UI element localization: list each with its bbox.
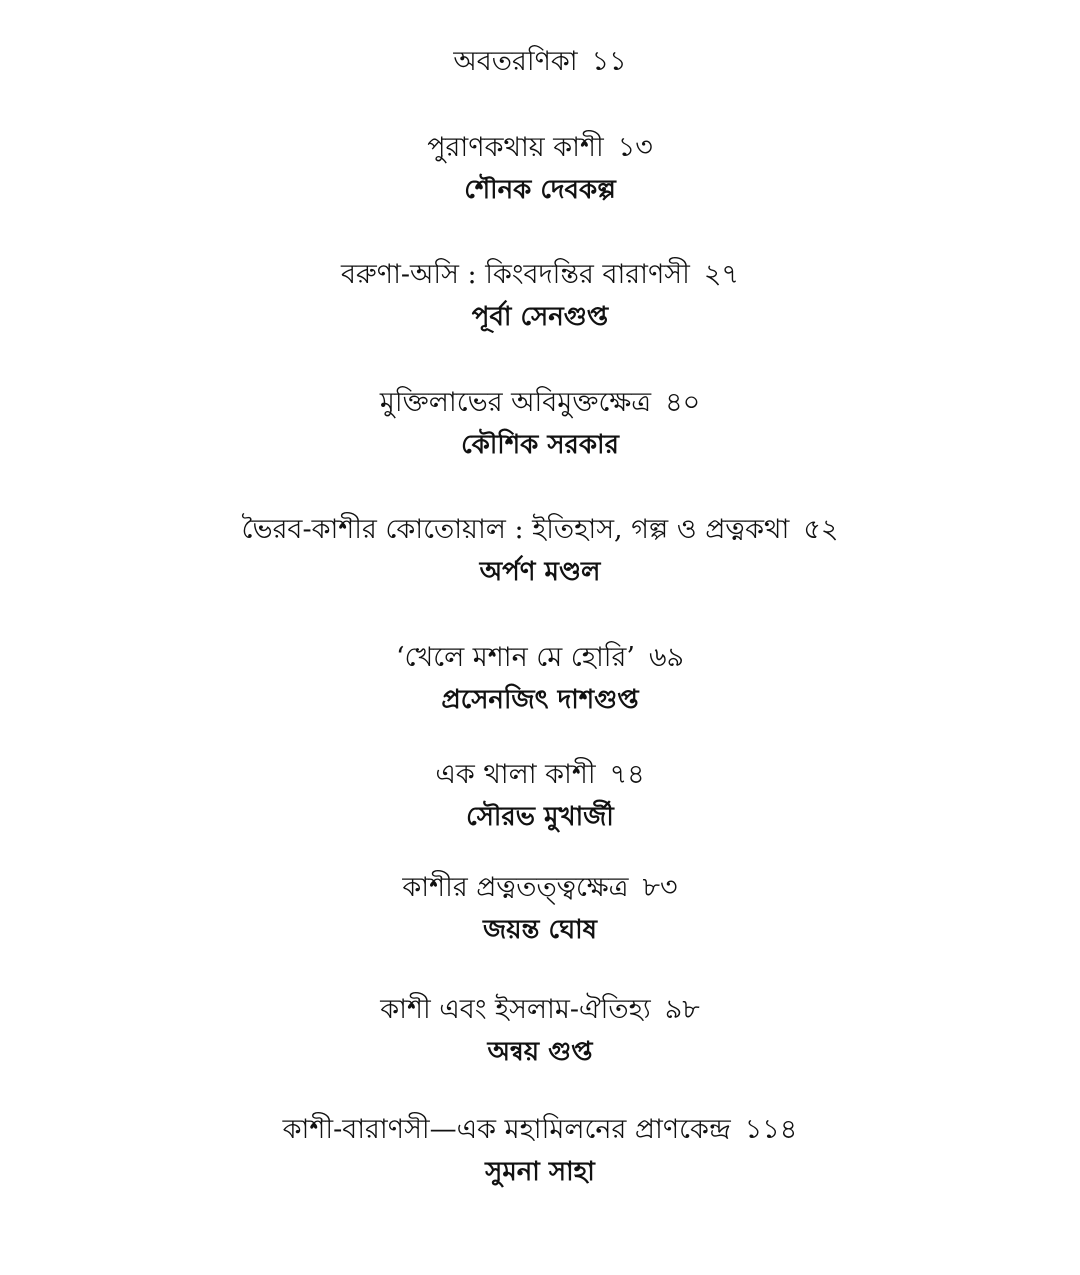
chapter-title: কাশী-বারাণসী—এক মহামিলনের প্রাণকেন্দ্র	[282, 1114, 731, 1145]
toc-entry	[0, 755, 1080, 837]
chapter-title: কাশী এবং ইসলাম-ঐতিহ্য	[380, 994, 651, 1025]
page-number: ৪০	[665, 387, 701, 418]
chapter-author: কৌশিক সরকার	[461, 430, 619, 460]
toc-entry-introduction	[0, 42, 1080, 82]
toc-title-line	[0, 255, 1080, 295]
toc-title-line	[0, 755, 1080, 795]
chapter-title: বরুণা-অসি : কিংবদন্তির বারাণসী	[341, 259, 690, 290]
toc-title-line	[0, 128, 1080, 168]
chapter-author: জয়ন্ত ঘোষ	[482, 915, 598, 945]
toc-entry	[0, 990, 1080, 1072]
chapter-author: সৌরভ মুখার্জী	[466, 802, 614, 832]
toc-entry	[0, 510, 1080, 592]
chapter-title: কাশীর প্রত্নতত্ত্বক্ষেত্র	[402, 872, 629, 903]
toc-entry	[0, 128, 1080, 210]
page-number: ৮৩	[642, 872, 678, 903]
page-number: ১১৪	[744, 1114, 798, 1145]
toc-title-line	[0, 42, 1080, 82]
toc-title-line	[0, 510, 1080, 550]
toc-entry	[0, 255, 1080, 337]
toc-title-line	[0, 383, 1080, 423]
chapter-title: ভৈরব-কাশীর কোতোয়াল : ইতিহাস, গল্প ও প্রত্নকথা	[241, 514, 790, 545]
page-number: ৯৮	[664, 994, 700, 1025]
page-number: ১৩	[617, 132, 653, 163]
toc-title-line	[0, 638, 1080, 678]
toc-title-line	[0, 990, 1080, 1030]
page-number: ৭৪	[609, 759, 645, 790]
toc-title-line	[0, 1110, 1080, 1150]
page-number: ৫২	[803, 514, 839, 545]
chapter-title: অবতরণিকা	[453, 46, 578, 77]
chapter-title: মুক্তিলাভের অবিমুক্তক্ষেত্র	[379, 387, 652, 418]
chapter-author: অন্বয় গুপ্ত	[487, 1037, 593, 1067]
chapter-author: পূর্বা সেনগুপ্ত	[471, 302, 609, 332]
chapter-title: ‘খেলে মশান মে হোরি’	[395, 642, 635, 673]
chapter-author: অর্পণ মণ্ডল	[479, 557, 601, 587]
chapter-title: এক থালা কাশী	[435, 759, 596, 790]
toc-entry	[0, 383, 1080, 465]
toc-entry	[0, 638, 1080, 720]
chapter-title: পুরাণকথায় কাশী	[427, 132, 604, 163]
toc-entry	[0, 868, 1080, 950]
chapter-author: শৌনক দেবকল্প	[464, 175, 616, 205]
page-number: ৬৯	[648, 642, 685, 673]
page-number: ১১	[591, 46, 627, 77]
chapter-author: প্রসেনজিৎ দাশগুপ্ত	[441, 685, 639, 715]
toc-entry	[0, 1110, 1080, 1192]
page-number: ২৭	[703, 259, 739, 290]
chapter-author: সুমনা সাহা	[485, 1157, 595, 1187]
toc-title-line	[0, 868, 1080, 908]
